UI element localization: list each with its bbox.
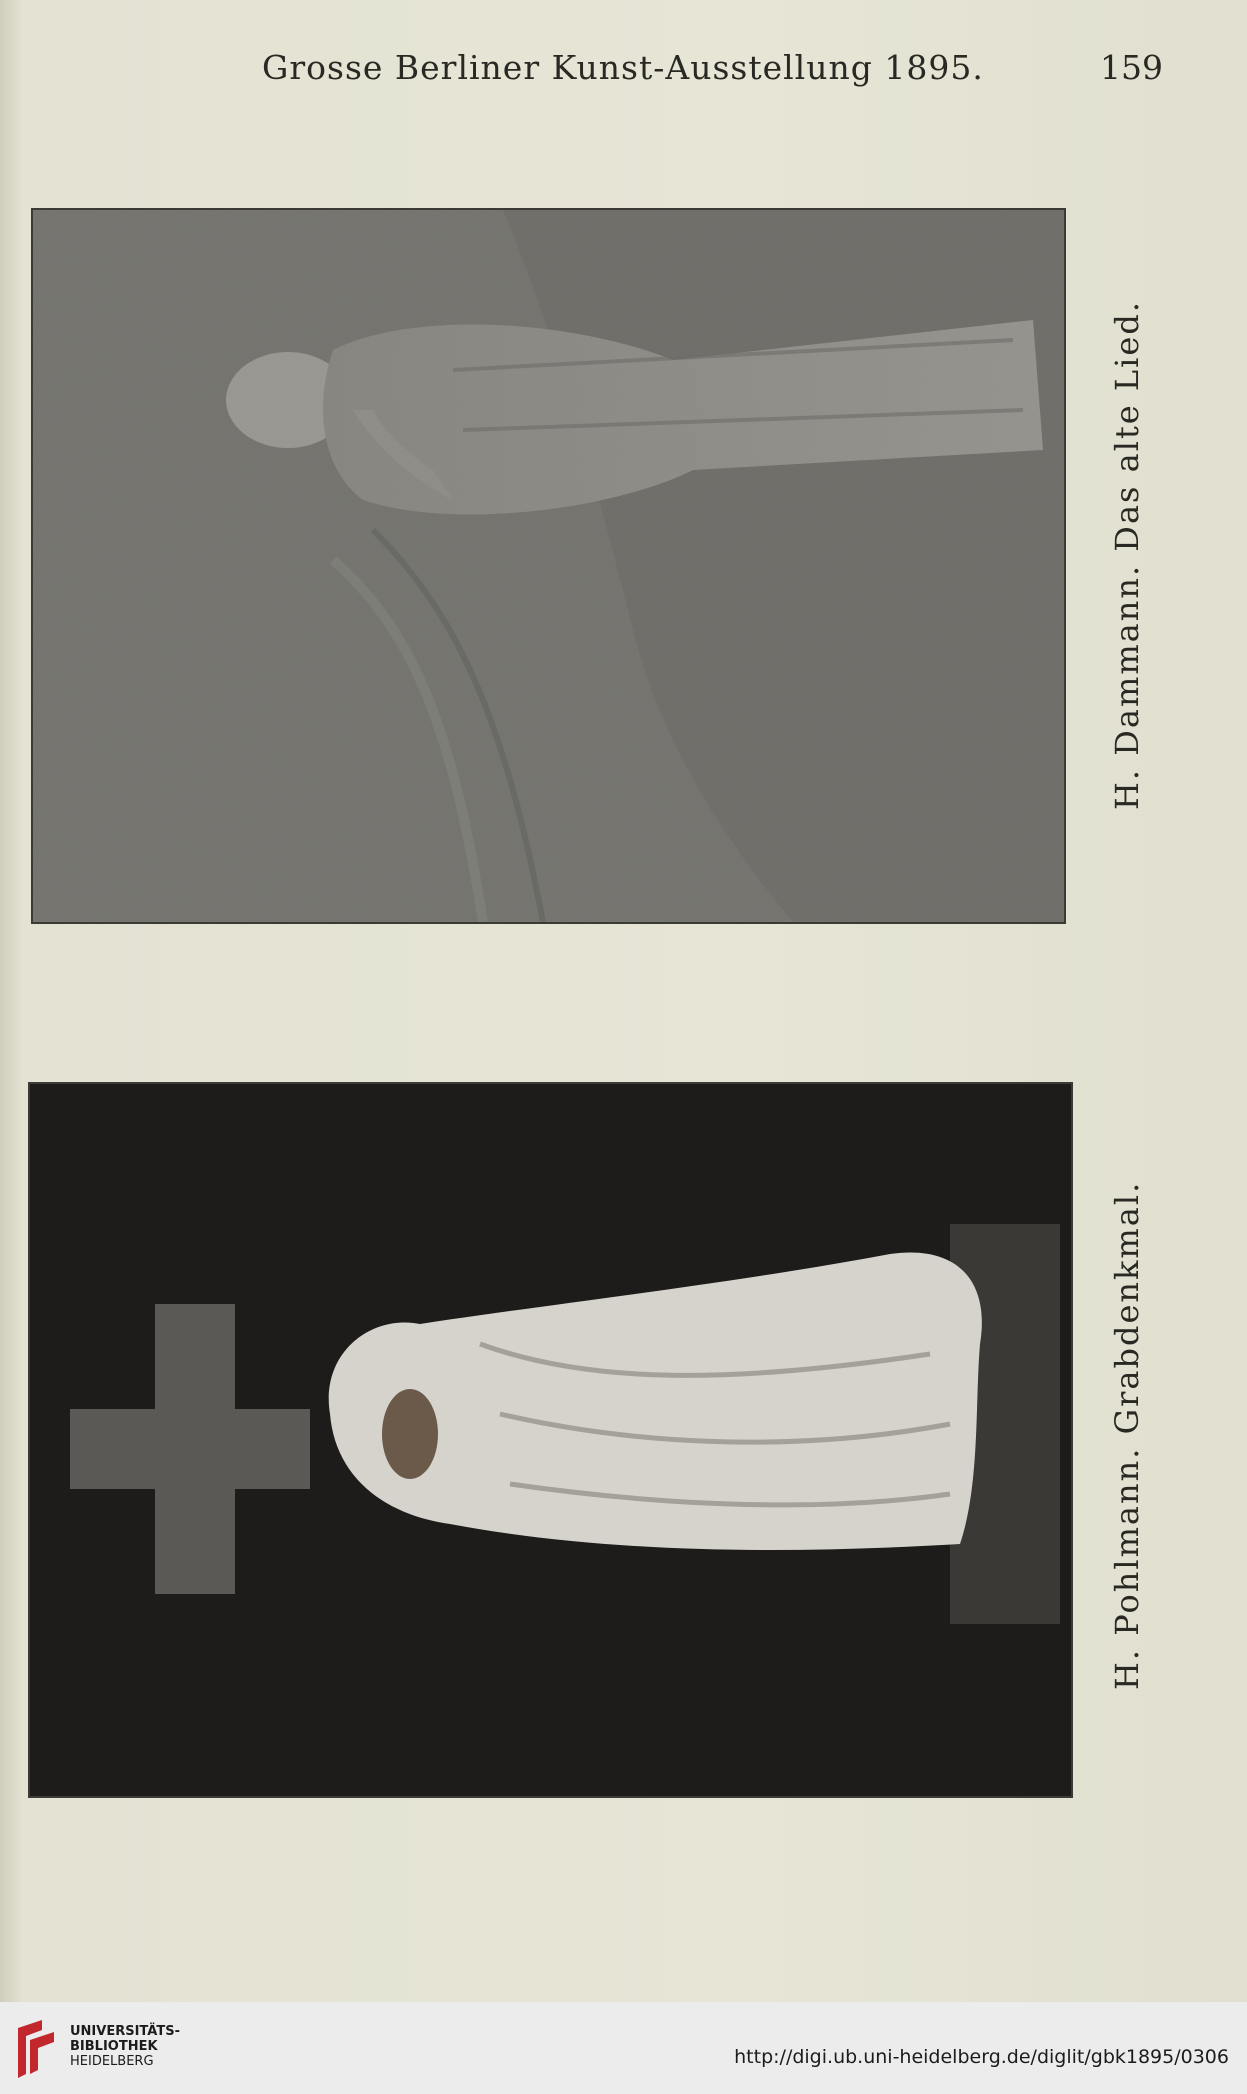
relief-photo <box>33 210 1064 922</box>
library-name <box>70 2024 180 2069</box>
university-library-logo-icon[interactable] <box>14 2020 62 2080</box>
caption-dammann: H. Dammann. Das alte Lied. <box>1108 300 1146 810</box>
running-head: Grosse Berliner Kunst-Ausstellung 1895. <box>262 48 984 87</box>
plate-dammann-relief <box>31 208 1066 924</box>
permalink-url[interactable]: http://digi.ub.uni-heidelberg.de/diglit/gbk1895/0306 <box>734 2046 1229 2068</box>
monument-photo <box>30 1084 1071 1796</box>
caption-pohlmann: H. Pohlmann. Grabdenkmal. <box>1108 1180 1146 1690</box>
page-number: 159 <box>1100 48 1163 87</box>
digitization-footer <box>0 2002 1247 2094</box>
library-name-line3: HEIDELBERG <box>70 2054 154 2069</box>
library-name-line1: UNIVERSITÄTS- <box>70 2024 180 2039</box>
plate-pohlmann-grave-monument <box>28 1082 1073 1798</box>
library-name-line2: BIBLIOTHEK <box>70 2039 158 2054</box>
